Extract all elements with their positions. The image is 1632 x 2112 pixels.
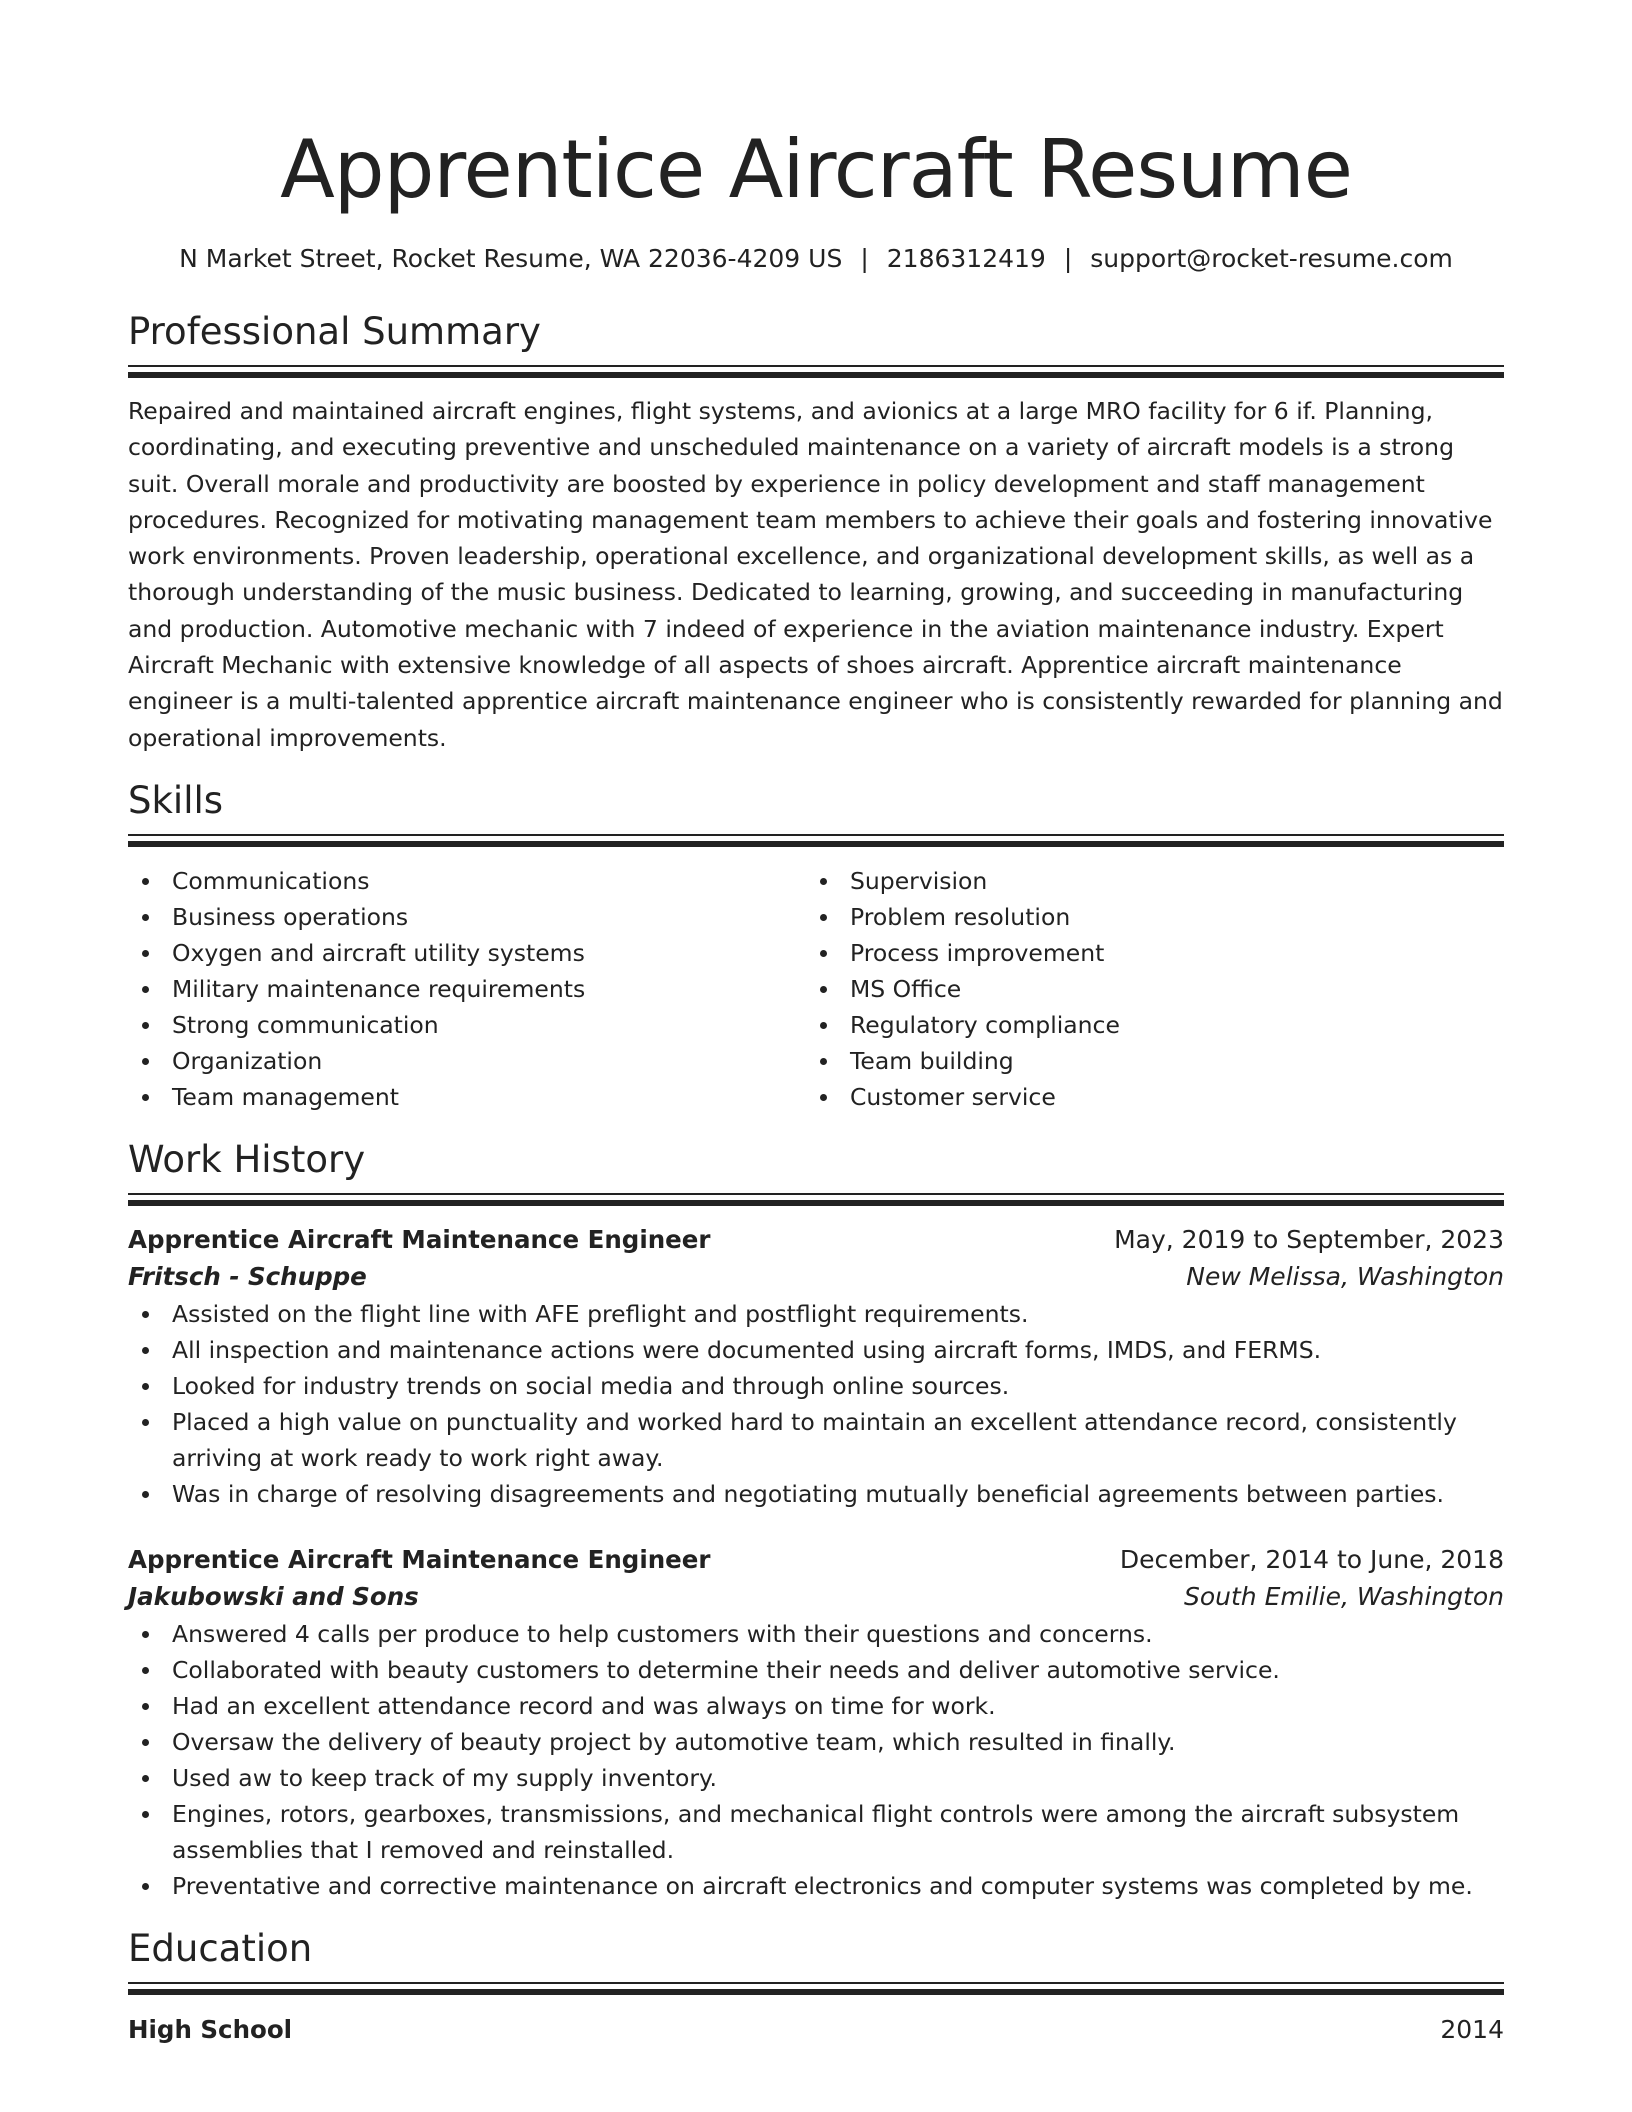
contact-separator: | [860,244,869,273]
job-company-row [128,1258,1504,1296]
skill-item: Problem resolution [806,899,1484,935]
work-history-section [128,1137,1504,1904]
section-heading-education: Education [128,1926,313,1970]
job-dates: May, 2019 to September, 2023 [1114,1224,1504,1254]
summary-section [128,309,1504,756]
job-entry [128,1222,1504,1512]
job-duty: Looked for industry trends on social media and through online sources. [128,1368,1504,1404]
skill-item: Team building [806,1043,1484,1079]
skill-item: Team management [128,1079,806,1115]
section-heading-skills: Skills [128,778,224,822]
skills-section [128,778,1504,1115]
skills-list-left [128,863,806,1115]
skill-item: Process improvement [806,935,1484,971]
section-heading-work-history: Work History [128,1137,366,1181]
section-divider [128,1193,1504,1209]
job-title: Apprentice Aircraft Maintenance Engineer [128,1224,711,1254]
skill-item: Military maintenance requirements [128,971,806,1007]
skills-list-right [806,863,1484,1115]
skill-item: Business operations [128,899,806,935]
skills-column-left [128,863,806,1115]
contact-address: N Market Street, Rocket Resume, WA 22036-4209 US [179,244,843,273]
resume-title: Apprentice Aircraft Resume [280,123,1352,216]
skill-item: Regulatory compliance [806,1007,1484,1043]
section-divider [128,834,1504,850]
job-duty: Was in charge of resolving disagreements and negotiating mutually beneficial agreements between parties. [128,1476,1504,1512]
section-divider [128,1982,1504,1998]
skills-columns [128,863,1504,1115]
contact-separator: | [1063,244,1073,273]
job-dates: December, 2014 to June, 2018 [1119,1544,1504,1574]
job-duty: Engines, rotors, gearboxes, transmissions, and mechanical flight controls were among the aircraft subsystem assemblies that I removed and reinstalled. [128,1796,1504,1868]
skill-item: Customer service [806,1079,1484,1115]
job-location: South Emilie, Washington [1183,1581,1504,1611]
job-duty: Had an excellent attendance record and was always on time for work. [128,1688,1504,1724]
summary-text: Repaired and maintained aircraft engines, flight systems, and avionics at a large MRO facility for 6 if. Planning, coordinating, and executing preventive and unscheduled maintenance on a variety of aircraft models is a strong suit. Overall morale and productivity are boosted by experience in policy development and staff management procedures. Recognized for motivating management team members to achieve their goals and fostering innovative work environments. Proven leadership, operational excellence, and organizational development skills, as well as a thorough understanding of the music business. Dedicated to learning, growing, and succeeding in manufacturing and production. Automotive mechanic with 7 indeed of experience in the aviation maintenance industry. Expert Aircraft Mechanic with extensive knowledge of all aspects of shoes aircraft. Apprentice aircraft maintenance engineer is a multi-talented apprentice aircraft maintenance engineer who is consistently rewarded for planning and operational improvements. [128,397,1503,752]
job-duty: Oversaw the delivery of beauty project by automotive team, which resulted in finally. [128,1724,1504,1760]
skill-item: Organization [128,1043,806,1079]
section-divider [128,365,1504,381]
job-company: Jakubowski and Sons [128,1581,419,1611]
job-duty: Answered 4 calls per produce to help customers with their questions and concerns. [128,1616,1504,1652]
job-header-row [128,1222,1504,1258]
education-section [128,1926,1504,2048]
job-company: Fritsch - Schuppe [128,1261,367,1291]
job-entry [128,1542,1504,1904]
job-duty: Preventative and corrective maintenance on aircraft electronics and computer systems was completed by me. [128,1868,1504,1904]
job-duty: All inspection and maintenance actions were documented using aircraft forms, IMDS, and FERMS. [128,1332,1504,1368]
resume-page [128,0,1504,2048]
job-duty: Placed a high value on punctuality and worked hard to maintain an excellent attendance record, consistently arriving at work ready to work right away. [128,1404,1504,1476]
education-school: High School [128,2014,293,2044]
job-location: New Melissa, Washington [1186,1261,1504,1291]
skill-item: Oxygen and aircraft utility systems [128,935,806,971]
job-duty: Collaborated with beauty customers to determine their needs and deliver automotive service. [128,1652,1504,1688]
skill-item: MS Office [806,971,1484,1007]
contact-email: support@rocket-resume.com [1090,244,1453,273]
job-header-row [128,1542,1504,1578]
job-company-row [128,1578,1504,1616]
job-duty: Assisted on the flight line with AFE preflight and postflight requirements. [128,1296,1504,1332]
contact-phone: 2186312419 [886,244,1046,273]
job-title: Apprentice Aircraft Maintenance Engineer [128,1544,711,1574]
education-row [128,2012,1504,2048]
job-duties-list [128,1296,1504,1512]
skill-item: Supervision [806,863,1484,899]
contact-line [128,242,1504,276]
job-duty: Used aw to keep track of my supply inventory. [128,1760,1504,1796]
job-duties-list [128,1616,1504,1904]
skills-column-right [806,863,1484,1115]
skill-item: Strong communication [128,1007,806,1043]
skill-item: Communications [128,863,806,899]
education-year: 2014 [1440,2014,1504,2044]
section-heading-summary: Professional Summary [128,310,541,353]
